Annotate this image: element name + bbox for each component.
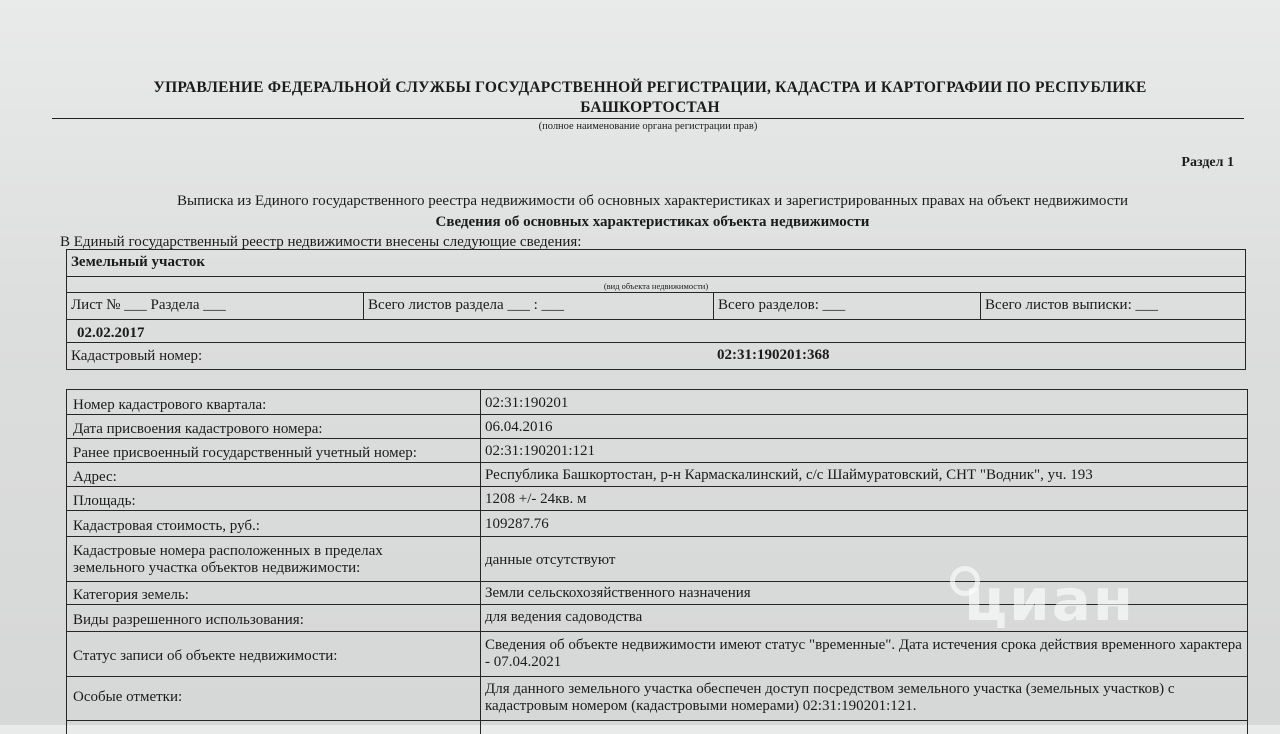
row-value: Для данного земельного участка обеспечен доступ посредством земельного участка (земельных участков) с кадастровым номером (кадастровыми номерами) 02:31:190201:121. — [485, 681, 1175, 714]
extract-title: Выписка из Единого государственного реестра недвижимости об основных характеристиках и зарегистрированных правах на объект недвижимости — [176, 193, 1128, 209]
row-label: Площадь: — [73, 493, 136, 509]
row-label: Номер кадастрового квартала: — [73, 397, 267, 413]
sheet-info-row — [67, 292, 1245, 320]
table-row — [67, 632, 1247, 677]
subsection-title: Сведения об основных характеристиках объекта недвижимости — [435, 214, 870, 230]
row-value: Сведения об объекте недвижимости имеют статус "временные". Дата истечения срока действия временного характера - 07.04.2021 — [485, 637, 1242, 670]
extract-date: 02.02.2017 — [77, 325, 145, 341]
object-type-caption: (вид объекта недвижимости) — [603, 281, 709, 291]
row-label: Ранее присвоенный государственный учетный номер: — [73, 445, 417, 461]
row-value: Земли сельскохозяйственного назначения — [485, 585, 751, 601]
total-sheets-section: Всего листов раздела ___ : ___ — [368, 297, 565, 313]
table-row — [67, 511, 1247, 537]
row-value: 02:31:190201:121 — [485, 443, 596, 459]
row-value: 06.04.2016 — [485, 419, 553, 435]
row-label: Особые отметки: — [73, 689, 183, 705]
object-type-row — [67, 250, 1245, 277]
row-value: Республика Башкортостан, р-н Кармаскалинский, с/с Шаймуратовский, СНТ "Водник", уч. 193 — [485, 467, 1093, 483]
organization-title-line1: УПРАВЛЕНИЕ ФЕДЕРАЛЬНОЙ СЛУЖБЫ ГОСУДАРСТВЕННОЙ РЕГИСТРАЦИИ, КАДАСТРА И КАРТОГРАФИИ ПО РЕСПУБЛИКЕ — [153, 79, 1147, 96]
row-label: Статус записи об объекте недвижимости: — [73, 648, 338, 664]
total-sheets-extract-cell — [980, 293, 1244, 319]
table-row — [67, 487, 1247, 511]
row-label: Категория земель: — [73, 587, 189, 603]
table-row — [67, 677, 1247, 721]
section-number: Раздел 1 — [1181, 155, 1234, 170]
row-label: Дата присвоения кадастрового номера: — [73, 421, 323, 437]
details-table — [66, 389, 1248, 734]
watermark-text: циан — [964, 566, 1135, 634]
row-label: Виды разрешенного использования: — [73, 612, 304, 628]
row-value: данные отсутствуют — [485, 552, 616, 568]
total-sections-cell — [713, 293, 980, 319]
row-value: 109287.76 — [485, 516, 549, 532]
row-value: 02:31:190201 — [485, 395, 569, 411]
organization-title-line2: БАШКОРТОСТАН — [580, 99, 720, 116]
row-label: Адрес: — [73, 469, 117, 485]
row-value: для ведения садоводства — [485, 609, 643, 625]
intro-text: В Единый государственный реестр недвижимости внесены следующие сведения: — [60, 234, 582, 250]
table-row — [67, 390, 1247, 415]
total-sections: Всего разделов: ___ — [718, 297, 846, 313]
organization-title — [50, 78, 1250, 118]
total-sheets-section-cell — [363, 293, 713, 319]
object-type: Земельный участок — [71, 254, 205, 270]
cadastral-number-value: 02:31:190201:368 — [717, 347, 830, 363]
cadastral-number-row — [67, 342, 1245, 369]
row-label: Кадастровые номера расположенных в пределах земельного участка объектов недвижимости: — [73, 543, 383, 576]
table-row — [67, 439, 1247, 463]
table-row — [67, 463, 1247, 487]
object-summary-box — [66, 249, 1246, 370]
row-value: 1208 +/- 24кв. м — [485, 491, 587, 507]
sheet-number: Лист № ___ Раздела ___ — [71, 297, 226, 313]
organization-caption: (полное наименование органа регистрации прав) — [538, 121, 758, 132]
row-label: Кадастровая стоимость, руб.: — [73, 518, 260, 534]
organization-underline — [52, 118, 1244, 119]
total-sheets-extract: Всего листов выписки: ___ — [985, 297, 1158, 313]
cadastral-number-label: Кадастровый номер: — [71, 348, 203, 364]
sheet-number-cell — [67, 293, 363, 319]
table-row — [67, 415, 1247, 439]
